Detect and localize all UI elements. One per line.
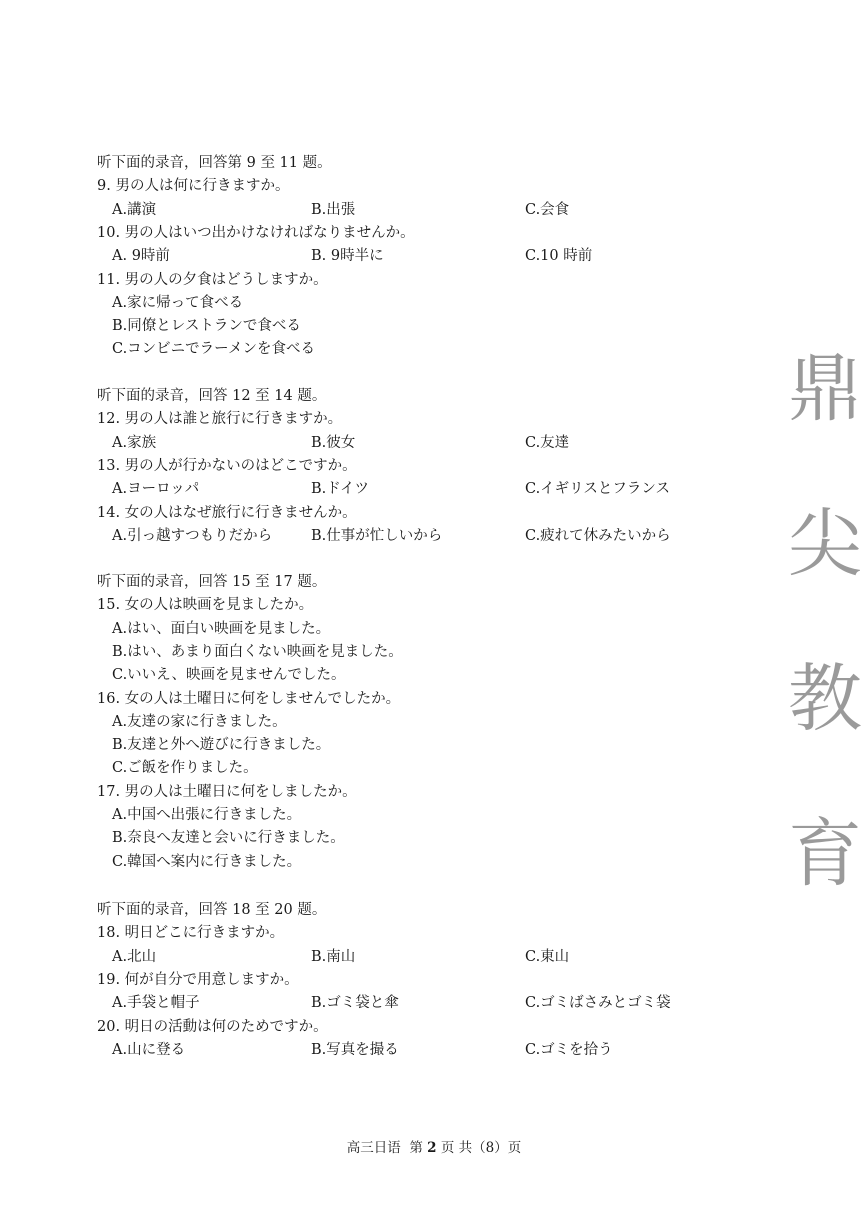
question-text: 17. 男の人は土曜日に何をしましたか。 <box>97 783 357 800</box>
answer-option: B.写真を撮る <box>311 1041 399 1058</box>
footer-page-pre: 第 <box>409 1140 423 1156</box>
option-row <box>0 1039 868 1062</box>
answer-option: C.イギリスとフランス <box>525 481 670 498</box>
answer-option: A. 9時前 <box>112 248 170 265</box>
answer-option: A.山に登る <box>112 1041 186 1058</box>
question-line <box>0 222 868 245</box>
question-line <box>0 175 868 198</box>
watermark-char: 尖 <box>788 501 862 587</box>
question-text: 13. 男の人が行かないのはどこですか。 <box>97 457 357 474</box>
answer-option: C.疲れて休みたいから <box>525 527 671 544</box>
answer-option: A.家族 <box>112 434 157 451</box>
answer-option: B. 9時半に <box>311 248 384 265</box>
question-text: 14. 女の人はなぜ旅行に行きませんか。 <box>97 504 357 521</box>
answer-option: A.講演 <box>112 201 157 218</box>
answer-option: C.ゴミを拾う <box>525 1041 613 1058</box>
option-row <box>0 478 868 501</box>
option-line <box>0 338 868 361</box>
section-heading-line <box>0 571 868 594</box>
section-heading: 听下面的录音，回答 18 至 20 题。 <box>97 902 327 918</box>
question-text: 11. 男の人の夕食はどうしますか。 <box>97 271 328 288</box>
question-line <box>0 408 868 431</box>
answer-option: C.コンビニでラーメンを食べる <box>112 341 315 358</box>
answer-option: C.ゴミばさみとゴミ袋 <box>525 995 671 1012</box>
answer-option: C.ご飯を作りました。 <box>112 760 258 777</box>
question-line <box>0 781 868 804</box>
answer-option: B.奈良へ友達と会いに行きました。 <box>112 830 345 847</box>
section-heading: 听下面的录音，回答 12 至 14 题。 <box>97 388 327 404</box>
answer-option: A.家に帰って食べる <box>112 294 244 311</box>
question-line <box>0 269 868 292</box>
footer-total-pages: 8 <box>485 1140 495 1156</box>
answer-option: C.韓国へ案内に行きました。 <box>112 853 302 870</box>
answer-option: B.仕事が忙しいから <box>311 527 443 544</box>
answer-option: C.東山 <box>525 948 570 965</box>
section-heading-line <box>0 385 868 408</box>
answer-option: B.ドイツ <box>311 481 370 498</box>
option-line <box>0 827 868 850</box>
answer-option: A.引っ越すつもりだから <box>112 527 273 544</box>
section-heading-line <box>0 899 868 922</box>
option-line <box>0 315 868 338</box>
option-line <box>0 641 868 664</box>
section-heading: 听下面的录音，回答 15 至 17 题。 <box>97 574 327 590</box>
option-row <box>0 199 868 222</box>
watermark-char: 鼎 <box>788 346 862 432</box>
footer-page-mid: 页 共（ <box>440 1140 486 1156</box>
question-text: 20. 明日の活動は何のためですか。 <box>97 1018 328 1035</box>
watermark-char: 教 <box>788 656 862 742</box>
option-row <box>0 245 868 268</box>
question-text: 18. 明日どこに行きますか。 <box>97 925 285 942</box>
answer-option: C.友達 <box>525 434 570 451</box>
option-line <box>0 851 868 874</box>
footer-page-post: ）页 <box>494 1140 522 1156</box>
answer-option: A.はい、面白い映画を見ました。 <box>112 620 331 637</box>
answer-option: B.友達と外へ遊びに行きました。 <box>112 737 331 754</box>
option-row <box>0 992 868 1015</box>
question-line <box>0 594 868 617</box>
question-line <box>0 922 868 945</box>
option-line <box>0 757 868 780</box>
answer-option: A.手袋と帽子 <box>112 995 200 1012</box>
option-line <box>0 734 868 757</box>
answer-option: C.会食 <box>525 201 570 218</box>
answer-option: A.ヨーロッパ <box>112 481 200 498</box>
question-line <box>0 455 868 478</box>
answer-option: B.南山 <box>311 948 356 965</box>
question-text: 10. 男の人はいつ出かけなければなりませんか。 <box>97 224 415 241</box>
option-row <box>0 946 868 969</box>
answer-option: B.ゴミ袋と傘 <box>311 995 399 1012</box>
answer-option: A.中国へ出張に行きました。 <box>112 807 302 823</box>
option-line <box>0 664 868 687</box>
page-footer <box>0 1138 868 1158</box>
section-heading-line <box>0 152 868 175</box>
footer-subject: 高三日语 <box>346 1140 401 1156</box>
option-line <box>0 711 868 734</box>
question-text: 19. 何が自分で用意しますか。 <box>97 971 299 988</box>
answer-option: A.北山 <box>112 948 157 965</box>
watermark-char: 育 <box>788 811 862 897</box>
question-line <box>0 688 868 711</box>
answer-option: C.いいえ、映画を見ませんでした。 <box>112 667 346 684</box>
footer-page-number: 2 <box>427 1140 437 1156</box>
question-line <box>0 502 868 525</box>
answer-option: A.友達の家に行きました。 <box>112 713 287 730</box>
answer-option: B.同僚とレストランで食べる <box>112 318 301 335</box>
option-line <box>0 292 868 315</box>
option-row <box>0 525 868 548</box>
answer-option: B.出張 <box>311 201 356 218</box>
answer-option: B.彼女 <box>311 434 356 451</box>
option-line <box>0 804 868 827</box>
question-text: 9. 男の人は何に行きますか。 <box>97 178 290 195</box>
question-text: 16. 女の人は土曜日に何をしませんでしたか。 <box>97 690 401 707</box>
answer-option: B.はい、あまり面白くない映画を見ました。 <box>112 643 403 660</box>
question-text: 15. 女の人は映画を見ましたか。 <box>97 597 314 614</box>
question-line <box>0 969 868 992</box>
watermark <box>788 346 868 972</box>
option-row <box>0 432 868 455</box>
question-line <box>0 1016 868 1039</box>
option-line <box>0 618 868 641</box>
answer-option: C.10 時前 <box>525 248 593 265</box>
section-heading: 听下面的录音，回答第 9 至 11 题。 <box>97 155 332 171</box>
question-text: 12. 男の人は誰と旅行に行きますか。 <box>97 411 343 428</box>
